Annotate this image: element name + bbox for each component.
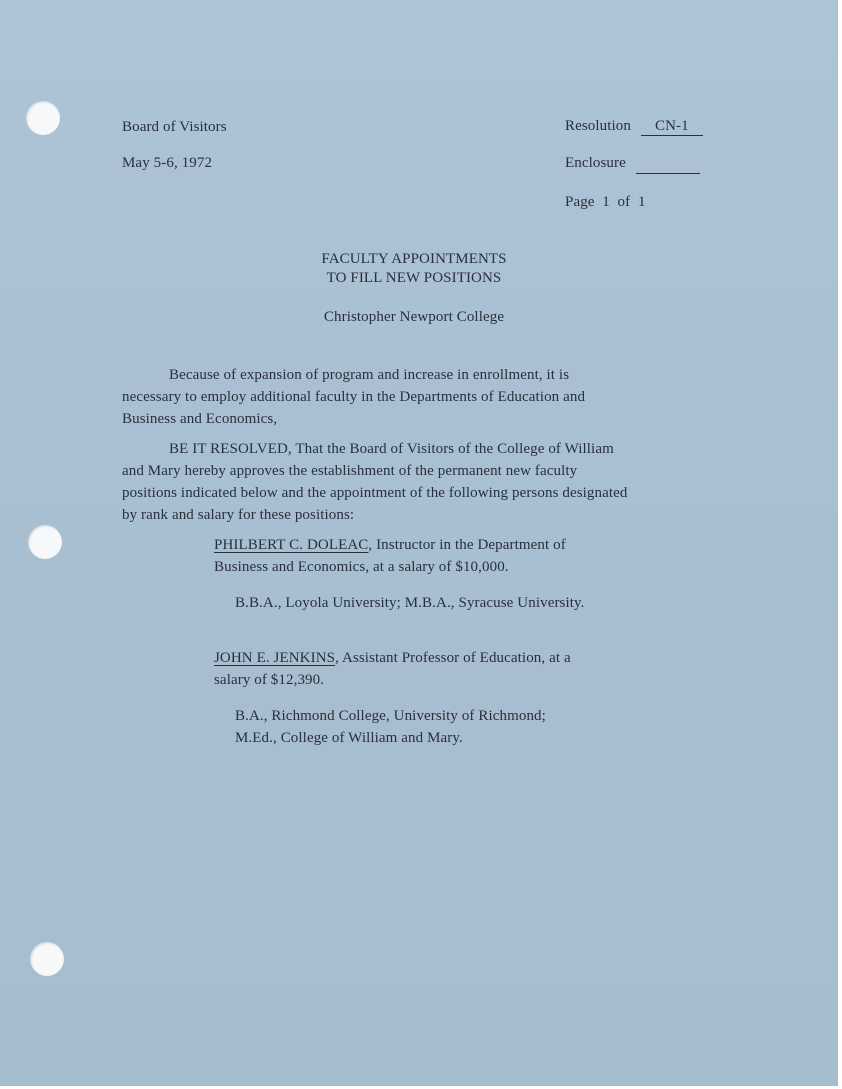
paragraph-line: and Mary hereby approves the establishment of the permanent new faculty (122, 463, 578, 479)
paragraph-line: necessary to employ additional faculty in the Departments of Education and (122, 389, 586, 405)
paragraph-line: by rank and salary for these positions: (122, 507, 355, 523)
degrees-jenkins (235, 705, 546, 749)
paragraph-line: Because of expansion of program and increase in enrollment, it is (169, 367, 570, 383)
degree-line: B.B.A., Loyola University; M.B.A., Syracuse University. (235, 595, 585, 611)
resolution-line (565, 115, 703, 137)
resolution-label: Resolution (565, 118, 632, 134)
paragraph-expansion (122, 364, 585, 430)
paragraph-resolved (122, 438, 628, 526)
appointment-line: Business and Economics, at a salary of $10,000. (214, 559, 509, 575)
appointee-name: JOHN E. JENKINS (214, 650, 336, 666)
enclosure-value (636, 155, 700, 174)
degree-line: B.A., Richmond College, University of Richmond; (235, 708, 546, 724)
enclosure-label: Enclosure (565, 155, 626, 171)
meeting-date: May 5-6, 1972 (122, 155, 213, 171)
appointment-doleac (214, 534, 566, 578)
paragraph-line: BE IT RESOLVED, That the Board of Visitors of the College of William (169, 441, 614, 457)
paragraph-line: Business and Economics, (122, 411, 278, 427)
binder-hole-bottom (30, 942, 64, 976)
appointment-title: , Instructor in the Department of (368, 537, 566, 553)
institution-name: Christopher Newport College (323, 309, 505, 325)
binder-hole-top (26, 101, 60, 135)
page-number: Page 1 of 1 (565, 194, 646, 210)
enclosure-line (565, 152, 700, 174)
appointment-title: , Assistant Professor of Education, at a (335, 650, 571, 666)
board-label: Board of Visitors (122, 119, 227, 135)
appointment-jenkins (214, 647, 571, 691)
appointment-line: salary of $12,390. (214, 672, 325, 688)
binder-hole-middle (28, 525, 62, 559)
appointee-name: PHILBERT C. DOLEAC (214, 537, 369, 553)
document-title-line1: FACULTY APPOINTMENTS (321, 251, 507, 267)
degree-line: M.Ed., College of William and Mary. (235, 730, 463, 746)
appointment-line (214, 647, 571, 669)
paragraph-line: positions indicated below and the appointment of the following persons designated (122, 485, 628, 501)
appointment-line (214, 534, 566, 556)
degrees-doleac (235, 592, 585, 614)
resolution-value: CN-1 (641, 117, 703, 136)
document-title-line2: TO FILL NEW POSITIONS (326, 270, 502, 286)
